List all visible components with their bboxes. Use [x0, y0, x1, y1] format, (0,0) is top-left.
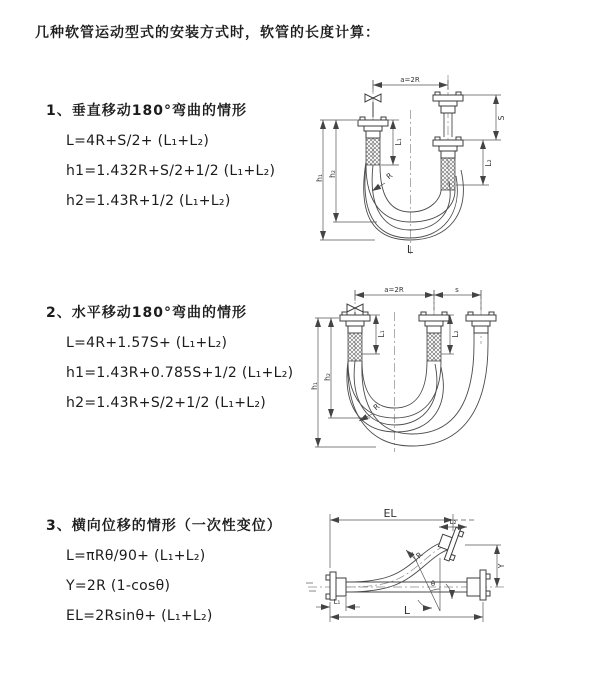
- right-upper-flange: [433, 92, 463, 113]
- formula-line: Y=2R (1-cosθ): [66, 578, 171, 594]
- right-braid-section: [441, 158, 455, 190]
- left-braid-section: [348, 333, 362, 361]
- formula-line: EL=2Rsinθ+ (L₁+L₂): [66, 608, 213, 624]
- dim-label-l1: L₁: [377, 330, 386, 338]
- diagram-vertical-180-bend: [315, 72, 585, 257]
- right-flange: [467, 570, 490, 600]
- radius-label: R: [371, 401, 382, 413]
- dimension-lines: [315, 290, 481, 447]
- formula-line: L=πRθ/90+ (L₁+L₂): [66, 548, 206, 564]
- radius-label: R: [414, 550, 425, 561]
- section-heading: 1、垂直移动180°弯曲的情形: [46, 103, 247, 119]
- dim-label-l: L: [403, 604, 411, 617]
- dim-label-l2: L₂: [449, 518, 457, 526]
- dim-label-l2: L₂: [451, 330, 460, 338]
- dim-label-l1: L₁: [394, 138, 403, 146]
- right-flange: [466, 312, 496, 333]
- dim-label-a2r: a=2R: [400, 76, 420, 84]
- radius-label: R: [384, 170, 395, 182]
- dim-label-h1: h₁: [315, 174, 324, 182]
- dim-label-l2: L₂: [484, 159, 493, 167]
- formula-line: h1=1.43R+0.785S+1/2 (L₁+L₂): [66, 365, 294, 381]
- formula-line: h1=1.432R+S/2+1/2 (L₁+L₂): [66, 163, 276, 179]
- dim-label-s: s: [455, 286, 459, 294]
- tilted-flange: [435, 524, 464, 562]
- diagram-lateral-displacement: [300, 498, 600, 648]
- section-heading: 2、水平移动180°弯曲的情形: [46, 305, 247, 321]
- right-lower-flange: [433, 137, 463, 158]
- dim-label-h2: h₂: [328, 170, 337, 178]
- centerlines: [373, 75, 448, 254]
- dim-label-s: S: [497, 115, 506, 121]
- middle-flange: [419, 312, 449, 333]
- page-title: 几种软管运动型式的安装方式时，软管的长度计算：: [35, 25, 380, 41]
- formula-line: L=4R+S/2+ (L₁+L₂): [66, 133, 210, 149]
- section-heading: 3、横向位移的情形（一次性变位）: [46, 518, 282, 534]
- formula-line: h2=1.43R+1/2 (L₁+L₂): [66, 193, 231, 209]
- hose-curves: [347, 333, 488, 446]
- dim-label-a2r: a=2R: [384, 286, 404, 294]
- left-flange: [340, 312, 370, 333]
- left-flange: [326, 572, 346, 600]
- angle-label: θ: [430, 580, 436, 588]
- length-label: L: [406, 243, 414, 256]
- left-flange: [358, 117, 388, 138]
- dim-label-h2: h₂: [323, 373, 332, 381]
- dim-label-h1: h₁: [310, 382, 319, 390]
- left-braid-section: [366, 138, 380, 165]
- valve-icon: [365, 94, 381, 117]
- dim-label-l1: L₁: [333, 598, 341, 606]
- section-vertical-180: [46, 100, 346, 216]
- section-horizontal-180: [46, 302, 346, 418]
- formula-line: L=4R+1.57S+ (L₁+L₂): [66, 335, 228, 351]
- formula-line: h2=1.43R+S/2+1/2 (L₁+L₂): [66, 395, 267, 411]
- dim-label-y: Y: [497, 563, 506, 569]
- middle-braid-section: [427, 333, 441, 361]
- diagram-horizontal-180-bend: [310, 282, 600, 457]
- dim-label-el: EL: [383, 507, 397, 520]
